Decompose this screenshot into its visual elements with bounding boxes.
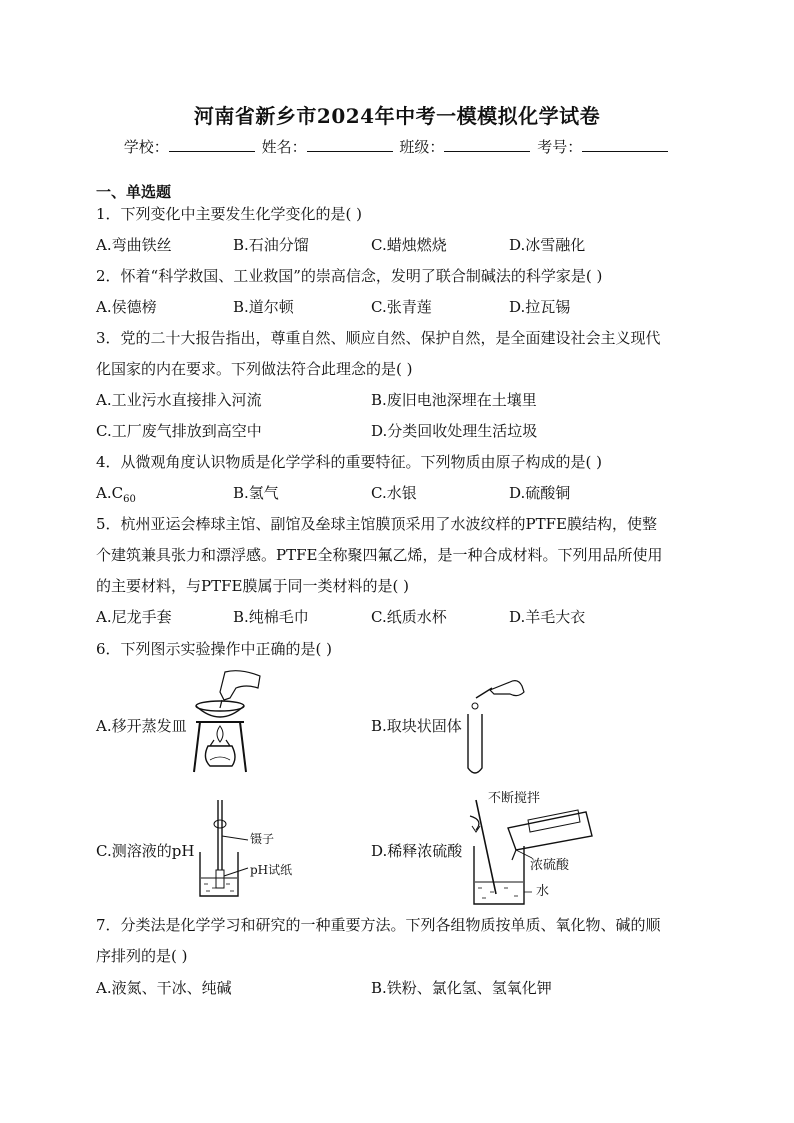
q6-stem: 6．下列图示实验操作中正确的是( ) <box>96 640 333 658</box>
q5-stem-line3: 的主要材料，与PTFE膜属于同一类材料的是( ) <box>96 577 409 595</box>
q5-option-a[interactable]: A.尼龙手套 <box>96 608 172 626</box>
q5-stem-line2: 个建筑兼具张力和漂浮感。PTFE全称聚四氟乙烯，是一种合成材料。下列用品所使用 <box>96 546 663 564</box>
q3-option-a[interactable]: A.工业污水直接排入河流 <box>96 391 262 409</box>
q4-option-c[interactable]: C.水银 <box>371 484 417 502</box>
test-tube-solid-figure <box>462 668 532 778</box>
name-blank[interactable] <box>307 137 393 152</box>
q6-option-b[interactable]: B.取块状固体 <box>371 717 462 735</box>
q3-option-d[interactable]: D.分类回收处理生活垃圾 <box>371 422 538 440</box>
q4-option-d[interactable]: D.硫酸铜 <box>509 484 571 502</box>
section-heading: 一、单选题 <box>96 183 172 201</box>
q1-option-a[interactable]: A.弯曲铁丝 <box>96 236 172 254</box>
school-label: 学校： <box>123 138 169 156</box>
ph-test-figure <box>196 796 300 902</box>
student-info-line <box>0 136 794 157</box>
q3-stem-line2: 化国家的内在要求。下列做法符合此理念的是( ) <box>96 360 413 378</box>
q1-option-c[interactable]: C.蜡烛燃烧 <box>371 236 447 254</box>
acid-label: 浓硫酸 <box>530 858 570 873</box>
q7-option-a[interactable]: A.液氮、干冰、纯碱 <box>96 979 232 997</box>
q6-option-d[interactable]: D.稀释浓硫酸 <box>371 842 463 860</box>
q5-option-c[interactable]: C.纸质水杯 <box>371 608 447 626</box>
name-label: 姓名： <box>261 138 307 156</box>
q4-option-a-subscript: 60 <box>123 494 136 505</box>
number-blank[interactable] <box>582 137 668 152</box>
q2-option-d[interactable]: D.拉瓦锡 <box>509 298 571 316</box>
q1-option-d[interactable]: D.冰雪融化 <box>509 236 586 254</box>
q4-stem: 4．从微观角度认识物质是化学学科的重要特征。下列物质由原子构成的是( ) <box>96 453 603 471</box>
class-label: 班级： <box>399 138 445 156</box>
q3-stem-line1: 3．党的二十大报告指出，尊重自然、顺应自然、保护自然，是全面建设社会主义现代 <box>96 329 661 347</box>
q6-option-a[interactable]: A.移开蒸发皿 <box>96 717 187 735</box>
q2-option-c[interactable]: C.张青莲 <box>371 298 432 316</box>
q4-option-a[interactable] <box>96 483 136 510</box>
q6-option-c[interactable]: C.测溶液的pH <box>96 842 195 860</box>
ph-tweezers-label: 镊子 <box>250 832 275 846</box>
q7-stem-line1: 7．分类法是化学学习和研究的一种重要方法。下列各组物质按单质、氧化物、碱的顺 <box>96 916 661 934</box>
q5-stem-line1: 5．杭州亚运会棒球主馆、副馆及垒球主馆膜顶采用了水波纹样的PTFE膜结构，使整 <box>96 515 658 533</box>
q2-option-b[interactable]: B.道尔顿 <box>233 298 294 316</box>
q5-option-b[interactable]: B.纯棉毛巾 <box>233 608 309 626</box>
page-title: 河南省新乡市2024年中考一模模拟化学试卷 <box>193 104 601 128</box>
number-label: 考号： <box>537 138 583 156</box>
q4-option-b[interactable]: B.氢气 <box>233 484 279 502</box>
q3-option-b[interactable]: B.废旧电池深埋在土壤里 <box>371 391 537 409</box>
q2-option-a[interactable]: A.侯德榜 <box>96 298 157 316</box>
q7-option-b[interactable]: B.铁粉、氯化氢、氢氧化钾 <box>371 979 552 997</box>
stir-label: 不断搅拌 <box>488 791 541 806</box>
water-label: 水 <box>536 884 550 899</box>
q5-option-d[interactable]: D.羊毛大衣 <box>509 608 586 626</box>
ph-paper-label: pH试纸 <box>250 863 293 877</box>
evaporating-dish-figure <box>180 668 270 780</box>
q4-option-a-text: A.C <box>96 484 124 502</box>
q1-stem: 1．下列变化中主要发生化学变化的是( ) <box>96 205 363 223</box>
class-blank[interactable] <box>444 137 530 152</box>
q2-stem: 2．怀着“科学救国、工业救国”的崇高信念，发明了联合制碱法的科学家是( ) <box>96 267 603 285</box>
school-blank[interactable] <box>169 137 255 152</box>
q7-stem-line2: 序排列的是( ) <box>96 947 188 965</box>
q3-option-c[interactable]: C.工厂废气排放到高空中 <box>96 422 262 440</box>
q1-option-b[interactable]: B.石油分馏 <box>233 236 309 254</box>
